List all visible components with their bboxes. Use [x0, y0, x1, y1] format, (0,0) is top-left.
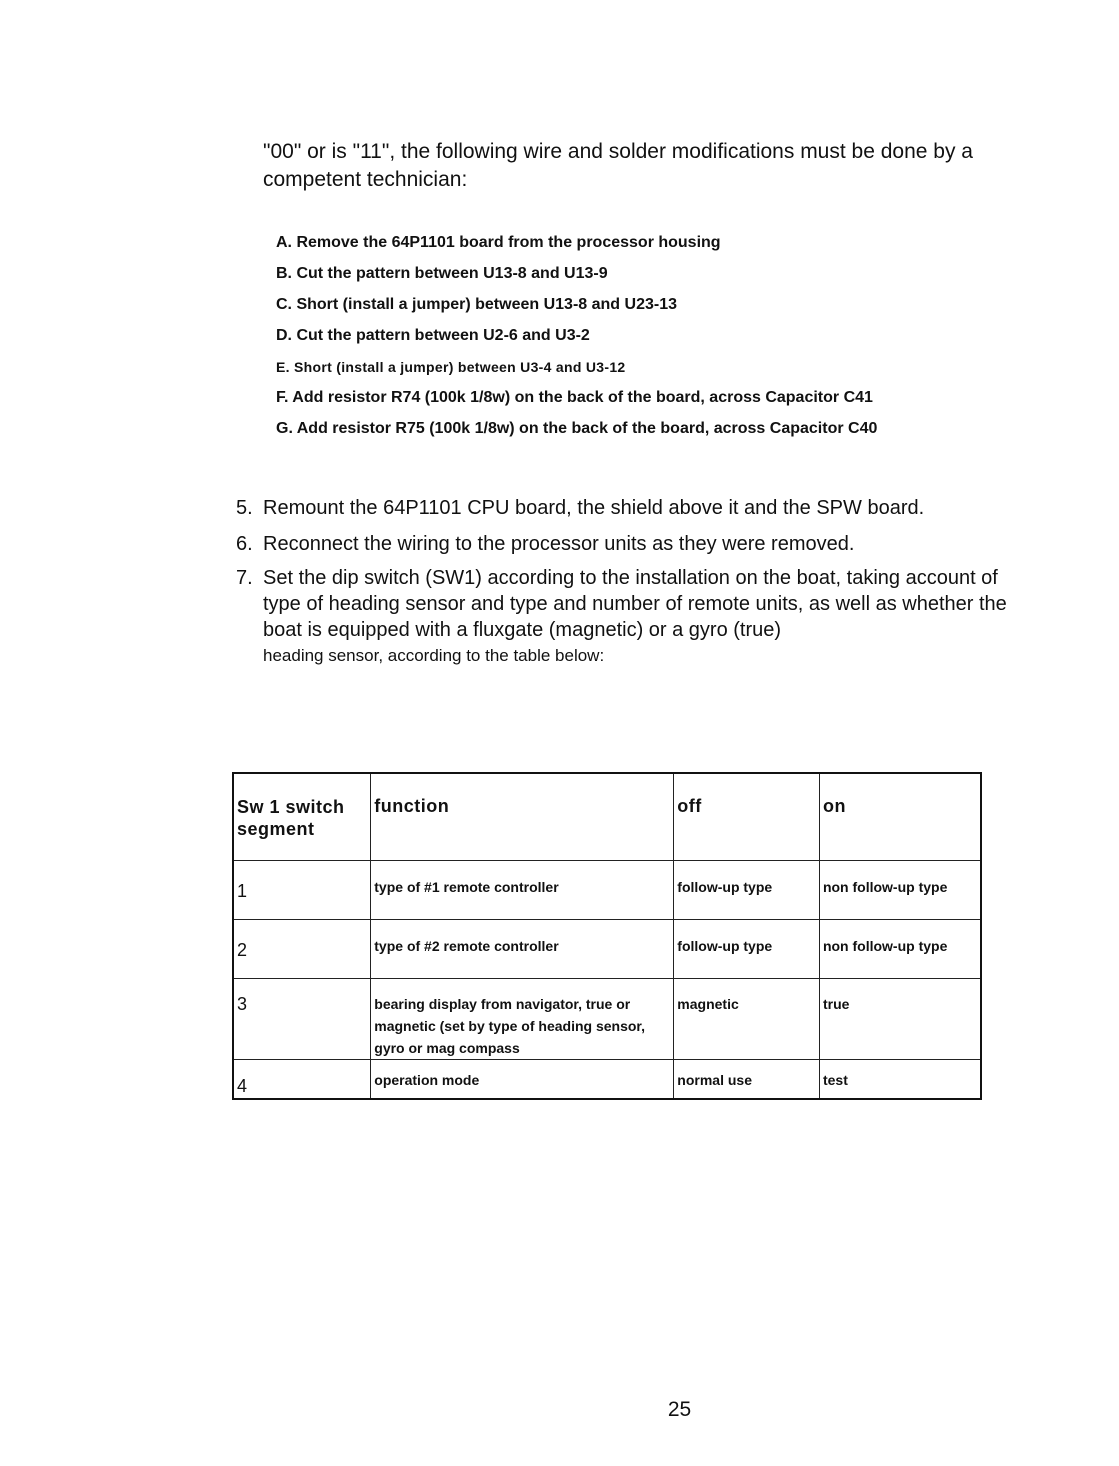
list-item: G. Add resistor R75 (100k 1/8w) on the back of the board, across Capacitor C40 [276, 420, 878, 437]
list-item: B. Cut the pattern between U13-8 and U13-9 [276, 265, 608, 282]
step-number: 6. [236, 533, 253, 555]
cell-segment: 3 [233, 979, 371, 1060]
table-row [233, 979, 981, 1060]
cell-on: true [819, 979, 981, 1060]
step-list [236, 495, 1036, 669]
step-text: Reconnect the wiring to the processor units as they were removed. [263, 533, 855, 555]
step-item [236, 565, 1036, 669]
step-number: 7. [236, 567, 253, 589]
cell-segment: 4 [233, 1060, 371, 1100]
cell-function: bearing display from navigator, true or magnetic (set by type of heading sensor, gyro or mag compass [371, 979, 674, 1060]
step-text: Remount the 64P1101 CPU board, the shield above it and the SPW board. [263, 497, 925, 519]
table-header-row [233, 773, 981, 861]
list-item: F. Add resistor R74 (100k 1/8w) on the back of the board, across Capacitor C41 [276, 389, 873, 406]
list-item: A. Remove the 64P1101 board from the processor housing [276, 234, 721, 251]
list-item: E. Short (install a jumper) between U3-4 and U3-12 [276, 359, 626, 375]
header-off: off [674, 773, 820, 861]
table-row [233, 861, 981, 920]
step-item [236, 531, 1036, 565]
cell-off: follow-up type [674, 861, 820, 920]
cell-on: non follow-up type [819, 861, 981, 920]
step-text: Set the dip switch (SW1) according to the installation on the boat, taking account of type of heading sensor and type and number of remote units, as well as whether the boat is equipped with a fluxgate (magnetic) or a gyro (true) [263, 567, 1007, 641]
list-item: C. Short (install a jumper) between U13-8 and U23-13 [276, 296, 677, 313]
modification-list [276, 233, 1036, 450]
switch-table [232, 772, 982, 1100]
step-item [236, 495, 1036, 531]
cell-on: test [819, 1060, 981, 1100]
cell-off: magnetic [674, 979, 820, 1060]
cell-function: operation mode [371, 1060, 674, 1100]
cell-segment: 2 [233, 920, 371, 979]
header-segment: Sw 1 switch segment [233, 773, 371, 861]
table-row [233, 920, 981, 979]
cell-segment: 1 [233, 861, 371, 920]
cell-on: non follow-up type [819, 920, 981, 979]
cell-off: follow-up type [674, 920, 820, 979]
step-text-tail: heading sensor, according to the table below: [263, 646, 605, 665]
cell-off: normal use [674, 1060, 820, 1100]
table-row [233, 1060, 981, 1100]
cell-function: type of #2 remote controller [371, 920, 674, 979]
cell-function: type of #1 remote controller [371, 861, 674, 920]
page-number: 25 [667, 1398, 692, 1421]
header-function: function [371, 773, 674, 861]
list-item: D. Cut the pattern between U2-6 and U3-2 [276, 327, 590, 344]
step-number: 5. [236, 497, 253, 519]
intro-paragraph: "00" or is "11", the following wire and solder modifications must be done by a competent technician: [263, 140, 973, 191]
header-on: on [819, 773, 981, 861]
